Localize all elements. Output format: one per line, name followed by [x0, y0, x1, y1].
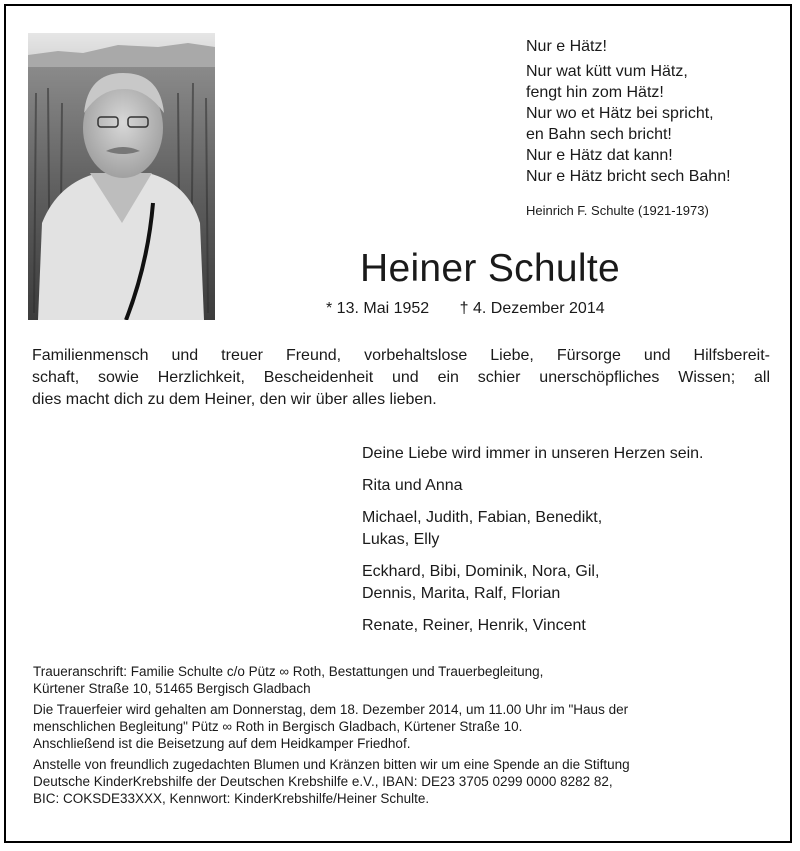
deceased-name: Heiner Schulte — [360, 247, 621, 290]
poem-line: Nur wo et Hätz bei spricht, — [526, 105, 714, 122]
birth-date: * 13. Mai 1952 — [326, 300, 430, 317]
poem-author: Heinrich F. Schulte (1921-1973) — [526, 203, 709, 218]
mourner-line: Dennis, Marita, Ralf, Florian — [362, 585, 561, 602]
notice-line: Anstelle von freundlich zugedachten Blumen und Kränzen bitten wir um eine Spende an die Stiftung — [33, 757, 630, 772]
notice-line: BIC: COKSDE33XXX, Kennwort: KinderKrebshilfe/Heiner Schulte. — [33, 791, 430, 806]
poem-line: Nur e Hätz bricht sech Bahn! — [526, 168, 731, 185]
notice-line: Kürtener Straße 10, 51465 Bergisch Gladbach — [33, 681, 311, 696]
portrait-photo — [28, 33, 215, 320]
poem-line: Nur e Hätz! — [526, 38, 607, 55]
funeral-address — [33, 663, 773, 697]
notice-line: Traueranschrift: Familie Schulte c/o Pütz ∞ Roth, Bestattungen und Trauerbegleitung, — [33, 664, 544, 679]
mourner-line: Michael, Judith, Fabian, Benedikt, — [362, 509, 603, 526]
poem-line: en Bahn sech bricht! — [526, 126, 672, 143]
ceremony-info — [33, 701, 773, 752]
mourners-list — [362, 443, 704, 647]
mourner-line: Renate, Reiner, Henrik, Vincent — [362, 617, 586, 634]
life-dates — [326, 300, 605, 318]
notice-line: Anschließend ist die Beisetzung auf dem Heidkamper Friedhof. — [33, 736, 411, 751]
poem-line: Nur e Hätz dat kann! — [526, 147, 673, 164]
notice-line: Deutsche KinderKrebshilfe der Deutschen Krebshilfe e.V., IBAN: DE23 3705 0299 0000 8282 82, — [33, 774, 613, 789]
notice-line: Die Trauerfeier wird gehalten am Donnerstag, dem 18. Dezember 2014, um 11.00 Uhr im "Haus der — [33, 702, 629, 717]
notices — [33, 663, 773, 811]
mourner-group — [362, 507, 704, 551]
donation-info — [33, 756, 773, 807]
poem-line: fengt hin zom Hätz! — [526, 84, 664, 101]
mourner-line: Eckhard, Bibi, Dominik, Nora, Gil, — [362, 563, 600, 580]
mourner-line: Lukas, Elly — [362, 531, 440, 548]
tribute-line: schaft, sowie Herzlichkeit, Bescheidenheit und ein schier unerschöpfliches Wissen; all — [32, 369, 770, 386]
poem-line: Nur wat kütt vum Hätz, — [526, 63, 688, 80]
poem — [526, 36, 731, 187]
notice-line: menschlichen Begleitung" Pütz ∞ Roth in Bergisch Gladbach, Kürtener Straße 10. — [33, 719, 523, 734]
tribute-text — [32, 345, 770, 411]
death-date: † 4. Dezember 2014 — [459, 300, 605, 317]
mourners-motto: Deine Liebe wird immer in unseren Herzen sein. — [362, 445, 704, 462]
mourner-group — [362, 561, 704, 605]
mourner-line: Rita und Anna — [362, 477, 463, 494]
mourner-group — [362, 615, 704, 637]
tribute-line: dies macht dich zu dem Heiner, den wir über alles lieben. — [32, 391, 437, 408]
mourner-group — [362, 475, 704, 497]
tribute-line: Familienmensch und treuer Freund, vorbehaltslose Liebe, Fürsorge und Hilfsbereit- — [32, 347, 770, 364]
